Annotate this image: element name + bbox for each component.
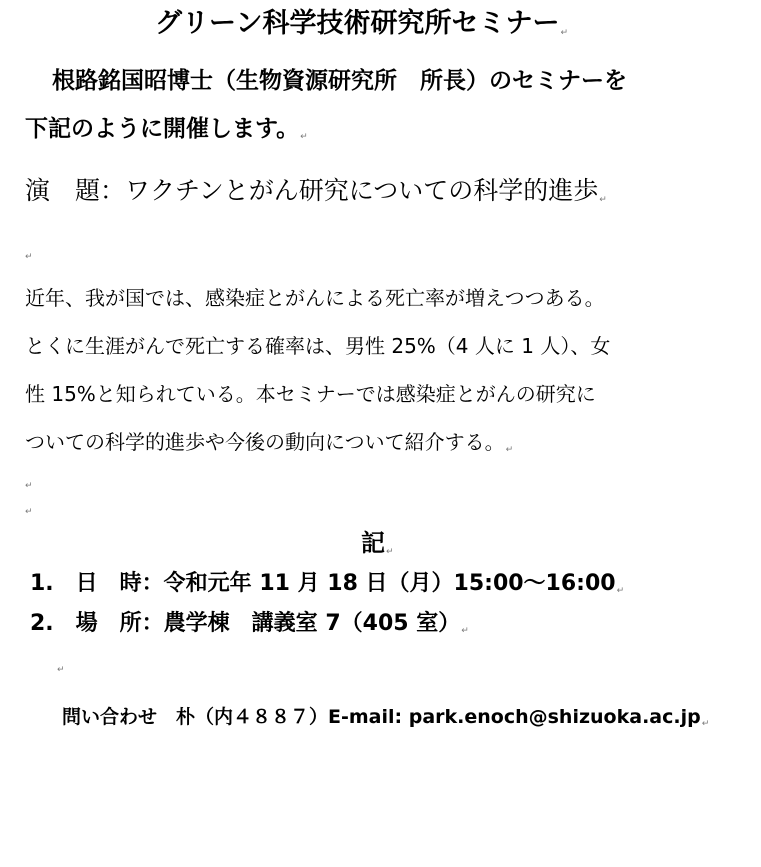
ki-text: 記 <box>361 529 385 557</box>
body-line-3: 性 15%と知られている。本セミナーでは感染症とがんの研究に <box>25 382 596 406</box>
contact-text: 問い合わせ 朴（内４８８７）E-mail: park.enoch@shizuoka.ac.jp <box>62 706 701 728</box>
body-line-4 <box>25 432 513 455</box>
body-line-1: 近年、我が国では、感染症とがんによる死亡率が増えつつある。 <box>25 286 605 310</box>
document-title <box>155 10 568 38</box>
detail-place <box>30 613 469 636</box>
paragraph-mark: ↵ <box>57 665 65 675</box>
topic-line <box>25 178 607 205</box>
paragraph-mark: ↵ <box>25 252 33 262</box>
paragraph-mark: ↵ <box>25 507 33 517</box>
detail-datetime-text: 1. 日 時：令和元年 11 月 18 日（月）15:00〜16:00 <box>30 571 616 596</box>
ki-heading <box>361 531 394 557</box>
intro-line-2 <box>25 118 308 142</box>
paragraph-mark: ↵ <box>386 547 394 557</box>
paragraph-mark: ↵ <box>560 28 569 38</box>
topic-text: 演 題：ワクチンとがん研究についての科学的進歩 <box>25 176 599 205</box>
detail-datetime <box>30 573 624 596</box>
title-text: グリーン科学技術研究所セミナー <box>155 8 560 39</box>
detail-place-text: 2. 場 所：農学棟 講義室 7（405 室） <box>30 611 461 636</box>
contact-line <box>62 708 709 729</box>
intro-line-2-text: 下記のように開催します。 <box>25 116 300 142</box>
paragraph-mark: ↵ <box>616 586 625 596</box>
body-line-2: とくに生涯がんで死亡する確率は、男性 25%（4 人に 1 人）、女 <box>25 334 611 358</box>
paragraph-mark: ↵ <box>461 626 469 636</box>
paragraph-mark: ↵ <box>701 719 710 729</box>
intro-line-1: 根路銘国昭博士（生物資源研究所 所長）のセミナーを <box>52 68 627 94</box>
body-line-4-text: ついての科学的進歩や今後の動向について紹介する。 <box>25 430 505 454</box>
paragraph-mark: ↵ <box>25 481 33 491</box>
paragraph-mark: ↵ <box>300 132 308 142</box>
paragraph-mark: ↵ <box>505 445 514 455</box>
paragraph-mark: ↵ <box>599 195 607 205</box>
